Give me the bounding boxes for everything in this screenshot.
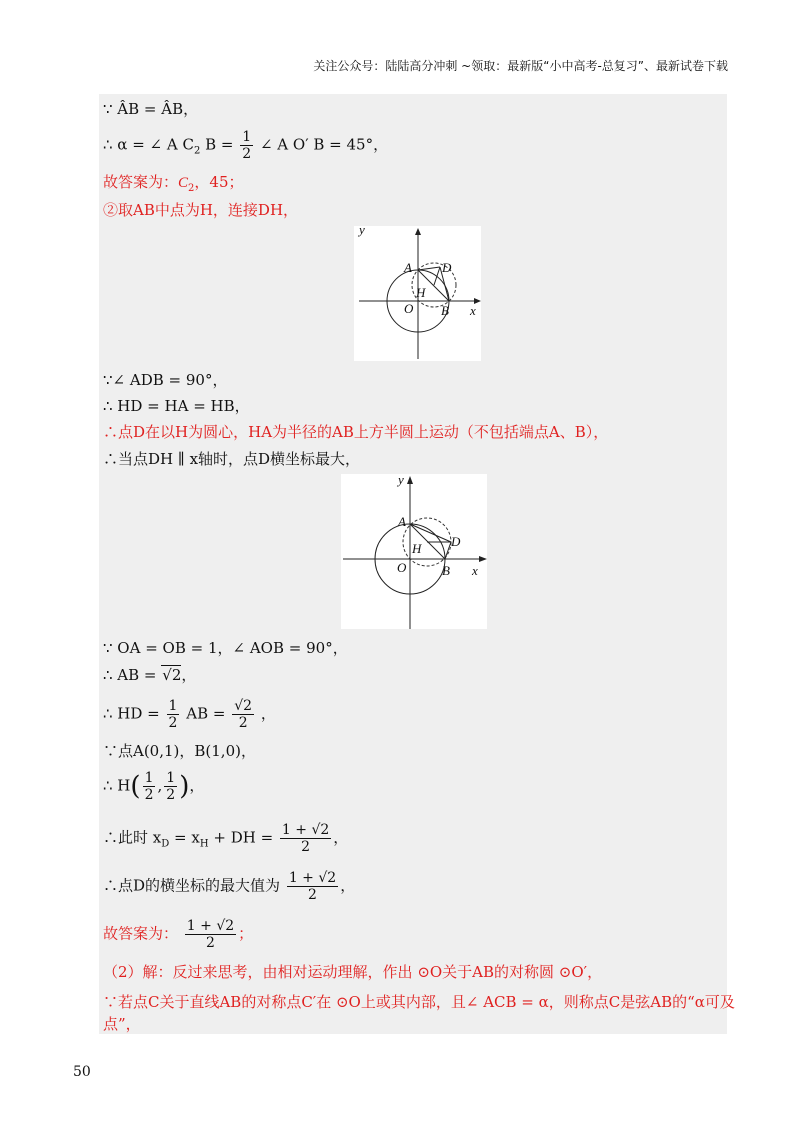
fig1-label-o: O — [404, 301, 414, 316]
fig1-label-d: D — [442, 260, 452, 275]
fig1-label-b: B — [441, 303, 449, 318]
fig1-label-a: A — [404, 260, 412, 275]
line-oa-ob: ∵ OA = OB = 1，∠ AOB = 90°， — [103, 639, 348, 657]
line-points-a-b: ∵点A(0,1)，B(1,0)， — [103, 742, 256, 760]
line-definition: ∵若点C关于直线AB的对称点C′在 ⊙O上或其内部，且∠ ACB = α，则称点C是弦AB的“α可及 — [103, 993, 735, 1011]
page-header: 关注公众号：陆陆高分冲刺 ~领取：最新版“小中高考-总复习”、最新试卷下载 — [313, 59, 728, 73]
line-ab-sqrt2: ∴ AB = √2， — [103, 666, 197, 684]
figure-2-circle-diagram — [341, 474, 487, 629]
fraction-half: $\frac{1}{2}$ — [242, 129, 252, 162]
answer-line-2: 故答案为： $\frac{1 + √2}{2}$ ； — [103, 918, 254, 951]
fig1-y-label: y — [359, 226, 365, 237]
line-alpha: ∴ α = ∠ A $C_2$ B = $\frac{1}{2}$ ∠ A O′ B = 45°， — [103, 129, 389, 162]
fig1-x-label: x — [470, 303, 476, 318]
fig2-y-label: y — [398, 474, 404, 487]
fig2-label-d: D — [451, 534, 461, 549]
line-hd-value: ∴ HD = $\frac{1}{2}$ AB = $\frac{√2}{2}$ ， — [103, 698, 276, 731]
line-hd-ha-hb: ∴ HD = HA = HB， — [103, 397, 250, 415]
fig2-label-a: A — [398, 514, 406, 529]
fig2-label-h: H — [412, 541, 422, 556]
line-arc-equal: ∵ ÂB = ÂB， — [103, 100, 199, 118]
line-point-h: ∴ H( $\frac{1}{2}$ , $\frac{1}{2}$ )， — [103, 770, 205, 803]
fig2-label-b: B — [442, 563, 450, 578]
line-part2-solution: （2）解：反过来思考，由相对运动理解，作出 ⊙O关于AB的对称圆 ⊙O′， — [103, 963, 603, 981]
line-max-x: ∴点D的横坐标的最大值为 $\frac{1 + √2}{2}$ ， — [103, 870, 356, 903]
line-d-on-semicircle: ∴点D在以H为圆心，HA为半径的AB上方半圆上运动（不包括端点A、B）， — [103, 423, 609, 441]
fig1-label-h: H — [416, 285, 426, 300]
figure-1-circle-diagram — [354, 226, 481, 361]
line-angle-adb: ∵∠ ADB = 90°， — [103, 371, 228, 389]
line-xd-value: ∴此时 $x_D = x_H$ + DH = $\frac{1 + √2}{2}$ ， — [103, 822, 349, 855]
line-midpoint-h: ②取AB中点为H，连接DH， — [103, 201, 299, 219]
line-definition-end: 点”， — [103, 1015, 141, 1033]
fig2-x-label: x — [472, 563, 478, 578]
page-number: 50 — [73, 1064, 91, 1080]
line-dh-parallel: ∴当点DH ∥ x轴时，点D横坐标最大， — [103, 450, 361, 468]
answer-line-1: 故答案为：$C_2$，45； — [103, 173, 244, 194]
fig2-label-o: O — [397, 560, 407, 575]
